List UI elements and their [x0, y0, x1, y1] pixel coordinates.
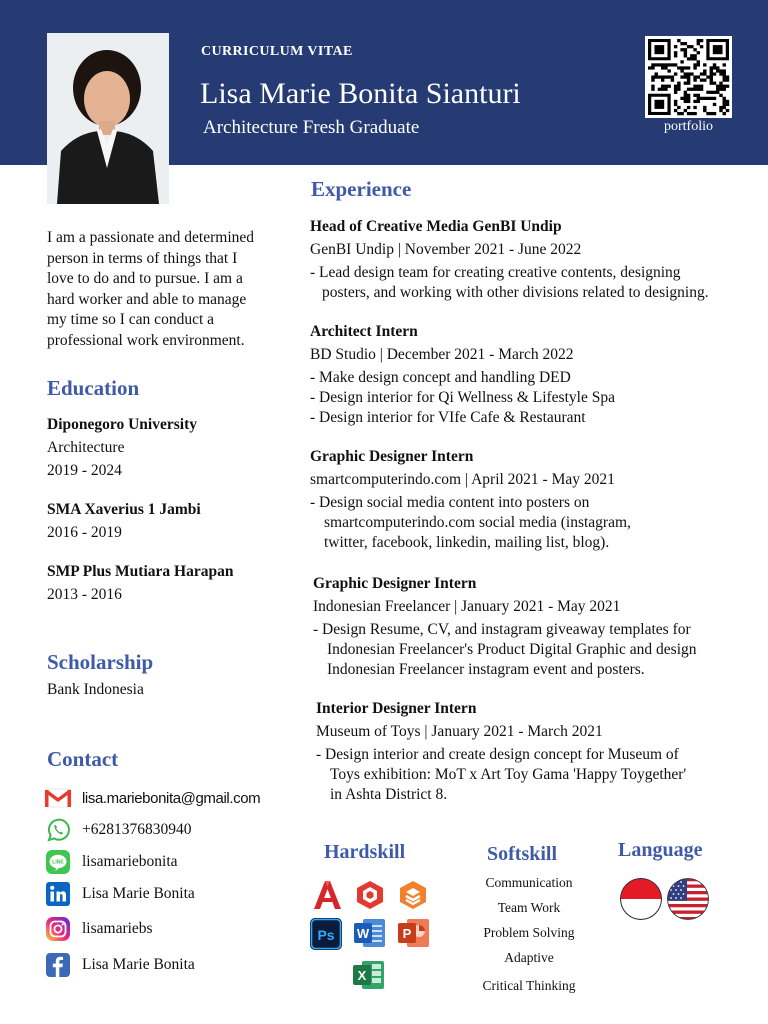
- autocad-icon: [311, 879, 343, 911]
- job-subtitle: Museum of Toys | January 2021 - March 2021: [316, 723, 603, 740]
- experience-item: [310, 216, 709, 303]
- experience-item: [310, 321, 615, 428]
- education-title: Education: [47, 376, 140, 400]
- contact-text: +6281376830940: [82, 821, 192, 838]
- school-name: SMA Xaverius 1 Jambi: [47, 501, 201, 518]
- education-item: [47, 560, 233, 606]
- school-name: SMP Plus Mutiara Harapan: [47, 563, 234, 580]
- job-title: Head of Creative Media GenBI Undip: [310, 218, 562, 235]
- job-subtitle: BD Studio | December 2021 - March 2022: [310, 346, 574, 363]
- scholarship-title: Scholarship: [47, 650, 154, 674]
- job-title: Interior Designer Intern: [316, 700, 477, 717]
- contact-linkedin[interactable]: [44, 881, 195, 907]
- job-title: Graphic Designer Intern: [310, 448, 474, 465]
- gmail-icon: [44, 785, 72, 811]
- school-years: 2016 - 2019: [47, 524, 122, 541]
- education-item: [47, 498, 201, 544]
- job-subtitle: smartcomputerindo.com | April 2021 - May 2021: [310, 471, 615, 488]
- softskill-title: Softskill: [487, 843, 558, 865]
- svg-text:W: W: [356, 926, 370, 941]
- job-detail: Toys exhibition: MoT x Art Toy Gama 'Happy Toygether': [330, 766, 687, 783]
- indonesia-flag-icon: [620, 878, 662, 920]
- school-name: Diponegoro University: [47, 416, 197, 433]
- cv-label: CURRICULUM VITAE: [201, 44, 353, 59]
- experience-item: [310, 446, 631, 553]
- facebook-icon: [44, 952, 72, 978]
- contact-text: lisamariebs: [82, 920, 153, 937]
- job-detail: - Design Resume, CV, and instagram giveaway templates for: [313, 621, 691, 638]
- contact-whatsapp[interactable]: [44, 817, 192, 843]
- job-title: Architect Intern: [310, 323, 418, 340]
- hardskill-title: Hardskill: [324, 841, 406, 863]
- word-icon: [353, 916, 385, 948]
- experience-item: [313, 573, 697, 680]
- job-detail: posters, and working with other divisions related to designing.: [322, 284, 709, 301]
- sketchup-icon: [354, 879, 386, 911]
- about-line: love to do and to pursue. I am a: [47, 270, 243, 287]
- about-line: my time so I can conduct a: [47, 311, 215, 328]
- job-subtitle: Indonesian Freelancer | January 2021 - May 2021: [313, 598, 621, 615]
- svg-text:LINE: LINE: [52, 859, 64, 866]
- language-title: Language: [618, 839, 703, 861]
- portfolio-qr-icon[interactable]: [645, 36, 732, 118]
- softskill-item: Team Work: [497, 900, 561, 915]
- softskill-item: Critical Thinking: [482, 978, 576, 993]
- line-icon: [44, 849, 72, 875]
- school-major: Architecture: [47, 439, 125, 456]
- contact-text: Lisa Marie Bonita: [82, 885, 195, 902]
- school-years: 2019 - 2024: [47, 462, 122, 479]
- scholarship-value: Bank Indonesia: [47, 681, 144, 698]
- contact-text: lisa.mariebonita@gmail.com: [82, 789, 261, 807]
- softskill-item: Adaptive: [504, 950, 554, 965]
- qr-caption: portfolio: [664, 119, 713, 134]
- softskill-item: Communication: [485, 875, 573, 890]
- instagram-icon: [44, 916, 72, 942]
- svg-text:P: P: [402, 926, 412, 941]
- job-detail: - Make design concept and handling DED: [310, 369, 571, 386]
- profile-photo: [47, 33, 169, 204]
- about-line: hard worker and able to manage: [47, 290, 247, 308]
- job-detail: smartcomputerindo.com social media (instagram,: [324, 514, 631, 531]
- job-detail: Indonesian Freelancer instagram event and posters.: [327, 661, 645, 678]
- sketchup-alt-icon: [397, 879, 429, 911]
- job-detail: in Ashta District 8.: [330, 786, 448, 803]
- experience-title: Experience: [311, 177, 412, 201]
- about-line: professional work environment.: [47, 331, 245, 349]
- about-paragraph: [47, 228, 276, 351]
- job-detail: - Design interior for VIfe Cafe & Restaurant: [310, 409, 586, 426]
- contact-facebook[interactable]: [44, 952, 195, 978]
- job-detail: - Design interior and create design concept for Museum of: [316, 746, 679, 763]
- job-subtitle: GenBI Undip | November 2021 - June 2022: [310, 241, 582, 258]
- svg-text:Ps: Ps: [317, 927, 335, 943]
- contact-title: Contact: [47, 747, 119, 771]
- candidate-name: Lisa Marie Bonita Sianturi: [200, 77, 521, 110]
- svg-text:X: X: [357, 968, 367, 983]
- photoshop-icon: [310, 918, 342, 950]
- linkedin-icon: [44, 881, 72, 907]
- job-detail: - Design social media content into posters on: [310, 494, 590, 511]
- job-detail: - Lead design team for creating creative contents, designing: [310, 264, 681, 281]
- education-item: [47, 413, 197, 482]
- job-detail: Indonesian Freelancer's Product Digital Graphic and design: [327, 641, 697, 658]
- usa-flag-icon: [667, 878, 709, 920]
- contact-text: lisamariebonita: [82, 853, 178, 870]
- experience-item: [316, 698, 686, 805]
- job-title: Graphic Designer Intern: [313, 575, 477, 592]
- powerpoint-icon: [397, 916, 429, 948]
- contact-email[interactable]: [44, 785, 260, 811]
- softskill-item: Problem Solving: [483, 925, 575, 940]
- job-detail: - Design interior for Qi Wellness & Lifestyle Spa: [310, 389, 615, 406]
- whatsapp-icon: [44, 817, 72, 843]
- about-line: person in terms of things that I: [47, 249, 238, 267]
- excel-icon: [352, 958, 384, 990]
- job-detail: twitter, facebook, linkedin, mailing list, blog).: [324, 534, 610, 551]
- school-years: 2013 - 2016: [47, 586, 122, 603]
- candidate-role: Architecture Fresh Graduate: [203, 117, 420, 138]
- about-line: I am a passionate and determined: [47, 229, 255, 246]
- contact-text: Lisa Marie Bonita: [82, 956, 195, 973]
- contact-line[interactable]: [44, 849, 178, 875]
- contact-instagram[interactable]: [44, 916, 153, 942]
